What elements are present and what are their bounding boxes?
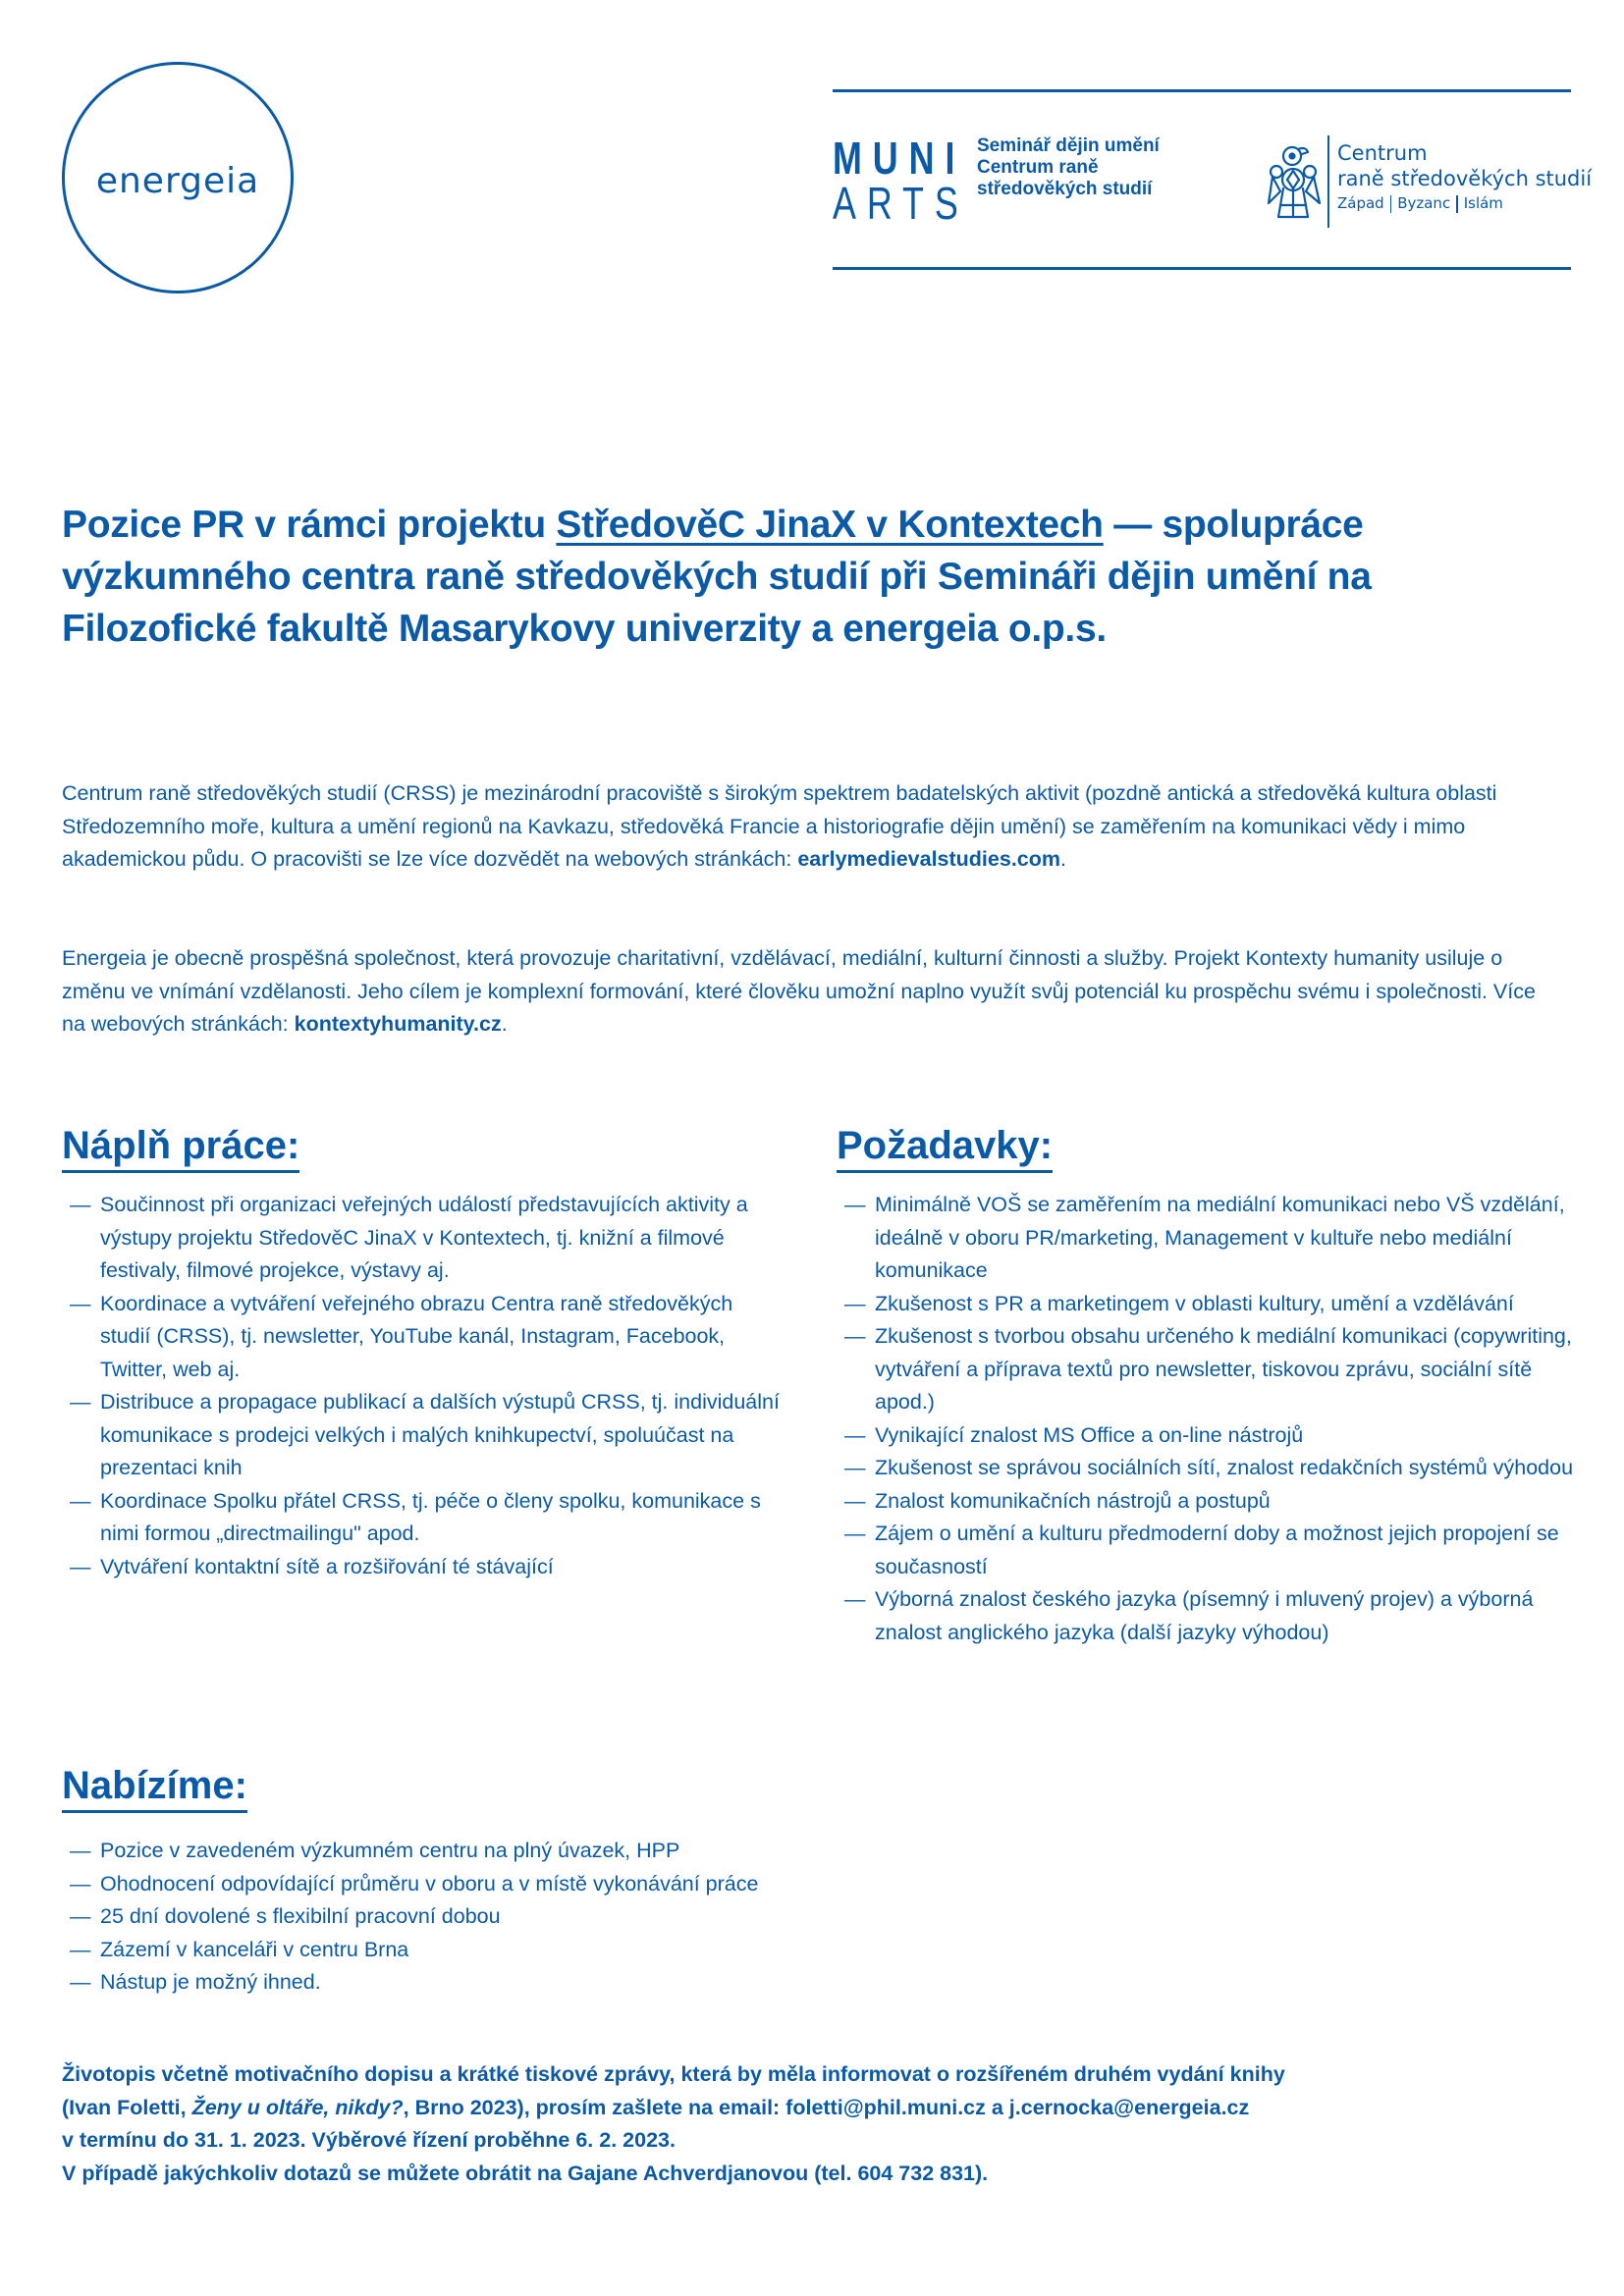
- list-item: [62, 1934, 1044, 1967]
- list-item-text: Výborná znalost českého jazyka (písemný i mluvený projev) a výborná znalost anglického jazyka (další jazyky výhodou): [875, 1587, 1534, 1644]
- intro-paragraph-crss: [62, 777, 1564, 877]
- intro-energeia-end: .: [501, 1012, 508, 1036]
- dash-bullet-icon: —: [70, 1291, 91, 1315]
- footer-line-1: Životopis včetně motivačního dopisu a krátké tiskové zprávy, která by měla informovat o rozšířeném druhém vydání knihy: [62, 2062, 1285, 2086]
- energeia-logo: [62, 62, 294, 294]
- list-item-text: Zkušenost s tvorbou obsahu určeného k mediální komunikaci (copywriting, vytváření a příprava textů pro newsletter, tiskovou zprávu, sociální sítě apod.): [875, 1324, 1572, 1414]
- dash-bullet-icon: —: [844, 1193, 866, 1216]
- list-item-text: Nástup je možný ihned.: [100, 1970, 321, 1994]
- list-item-text: Zájem o umění a kulturu předmoderní doby a možnost jejich propojení se současností: [875, 1522, 1559, 1578]
- footer-conjunction: a: [985, 2095, 1009, 2119]
- footer-author: (Ivan Foletti,: [62, 2095, 192, 2119]
- intro-energeia-text: Energeia je obecně prospěšná společnost, která provozuje charitativní, vzdělávací, mediální, kulturní činnosti a služby. Projekt Kontexty humanity usiluje o změnu ve vnímání vzdělanosti. Jeho cílem je komplexní formování, které člověku umožní naplno využít svůj potenciál ku prospěchu svému i společnosti. Více na webových stránkách:: [62, 946, 1536, 1036]
- crss-website-link[interactable]: earlymedievalstudies.com: [797, 847, 1061, 871]
- arts-wordmark: ARTS: [833, 178, 969, 229]
- footer-line-4: V případě jakýchkoliv dotazů se můžete obrátit na Gajane Achverdjanovou (tel. 604 732 831).: [62, 2161, 989, 2185]
- header-rule-top: [833, 89, 1571, 92]
- muni-line-2: Centrum raně: [977, 157, 1099, 178]
- list-item-text: Pozice v zavedeném výzkumném centru na plný úvazek, HPP: [100, 1839, 680, 1862]
- muni-line-1: Seminář dějin umění: [977, 135, 1160, 156]
- muni-arts-logo: [833, 133, 970, 229]
- muni-wordmark: MUNI: [833, 133, 966, 184]
- tag-separator: [1390, 195, 1392, 213]
- crss-tag-byzantium: Byzanc: [1397, 194, 1451, 212]
- list-item: [62, 1966, 1044, 2000]
- dash-bullet-icon: —: [844, 1522, 866, 1545]
- dash-bullet-icon: —: [844, 1587, 866, 1611]
- crss-tag-islam: Islám: [1463, 194, 1503, 212]
- list-item-text: Zkušenost se správou sociálních sítí, znalost redakčních systémů výhodou: [875, 1456, 1574, 1479]
- tag-separator: [1456, 195, 1458, 213]
- offer-list: [62, 1835, 1044, 2000]
- job-description-section: [62, 1122, 788, 1583]
- intro-crss-end: .: [1060, 847, 1066, 871]
- list-item: [837, 1419, 1583, 1453]
- crss-tag-west: Západ: [1337, 194, 1384, 212]
- list-item: [837, 1452, 1583, 1485]
- list-item: [62, 1900, 1044, 1934]
- list-item: [837, 1189, 1583, 1288]
- list-item-text: Koordinace Spolku přátel CRSS, tj. péče o členy spolku, komunikace s nimi formou „directmailingu" apod.: [100, 1488, 761, 1545]
- dash-bullet-icon: —: [70, 1839, 91, 1862]
- list-item: [62, 1189, 788, 1288]
- list-item-text: Znalost komunikačních nástrojů a postupů: [875, 1488, 1271, 1513]
- dash-bullet-icon: —: [844, 1488, 866, 1513]
- title-part-1: Pozice PR v rámci projektu: [62, 504, 557, 546]
- muni-line-3: středověkých studií: [977, 179, 1153, 199]
- list-item-text: Zkušenost s PR a marketingem v oblasti kultury, umění a vzdělávání: [875, 1291, 1514, 1315]
- dash-bullet-icon: —: [70, 1970, 91, 1994]
- list-item-text: Distribuce a propagace publikací a dalších výstupů CRSS, tj. individuální komunikace s prodejci velkých i malých knihkupectví, spoluúčast na prezentaci knih: [100, 1390, 780, 1479]
- list-item-text: Ohodnocení odpovídající průměru v oboru a v místě vykonávání práce: [100, 1871, 759, 1896]
- list-item: [837, 1518, 1583, 1583]
- dash-bullet-icon: —: [70, 1554, 91, 1578]
- requirements-heading: Požadavky:: [837, 1122, 1053, 1173]
- list-item-text: Zázemí v kanceláři v centru Brna: [100, 1937, 409, 1961]
- intro-crss-text: Centrum raně středověkých studií (CRSS) je mezinárodní pracoviště s širokým spektrem badatelských aktivit (pozdně antická a středověká kultura oblasti Středozemního moře, kultura a umění regionů na Kavkazu, středověká Francie a historiografie dějin umění) se zaměřením na komunikaci vědy i mimo akademickou půdu. O pracovišti se lze více dozvědět na webových stránkách:: [62, 781, 1497, 871]
- energeia-logo-text: energeia: [95, 160, 260, 201]
- job-description-heading: Náplň práce:: [62, 1122, 299, 1173]
- footer-line-2-mid: , Brno 2023), prosím zašlete na email:: [403, 2095, 786, 2119]
- list-item-text: Koordinace a vytváření veřejného obrazu Centra raně středověkých studií (CRSS), tj. newsletter, YouTube kanál, Instagram, Facebook, Twitter, web aj.: [100, 1291, 733, 1381]
- book-title: Ženy u oltáře, nikdy?: [191, 2095, 404, 2119]
- crss-logo-divider: [1327, 135, 1329, 228]
- crss-logo-tags: [1337, 191, 1592, 215]
- application-instructions: [62, 2058, 1594, 2190]
- list-item-text: Minimálně VOŠ se zaměřením na mediální komunikaci nebo VŠ vzdělání, ideálně v oboru PR/marketing, Management v kultuře nebo mediální komunikace: [875, 1193, 1565, 1282]
- list-item: [837, 1583, 1583, 1649]
- dash-bullet-icon: —: [844, 1324, 866, 1348]
- list-item-text: Vytváření kontaktní sítě a rozšiřování té stávající: [100, 1554, 554, 1578]
- title-part-2: — spolupráce výzkumného centra raně středověkých studií při Semináři dějin umění na Filozofické fakultě Masarykovy univerzity a energeia o.p.s.: [62, 504, 1372, 650]
- list-item-text: 25 dní dovolené s flexibilní pracovní dobou: [100, 1904, 501, 1928]
- list-item: [837, 1288, 1583, 1321]
- offer-heading: Nabízíme:: [62, 1762, 247, 1813]
- list-item-text: Součinnost při organizaci veřejných událostí představujících aktivity a výstupy projektu StředověC JinaX v Kontextech, tj. knižní a filmové festivaly, filmové projekce, výstavy aj.: [100, 1193, 748, 1282]
- header-rule-bottom: [833, 267, 1571, 270]
- dash-bullet-icon: —: [70, 1937, 91, 1961]
- dash-bullet-icon: —: [70, 1904, 91, 1928]
- energeia-website-link[interactable]: kontextyhumanity.cz: [294, 1012, 502, 1036]
- requirements-section: [837, 1122, 1583, 1649]
- intro-paragraph-energeia: [62, 942, 1564, 1041]
- dash-bullet-icon: —: [70, 1390, 91, 1414]
- dash-bullet-icon: —: [844, 1422, 866, 1447]
- footer-line-2: [62, 2092, 1594, 2125]
- dash-bullet-icon: —: [844, 1291, 866, 1315]
- muni-department-text: [977, 135, 1160, 200]
- list-item: [62, 1288, 788, 1387]
- list-item: [62, 1868, 1044, 1901]
- page-title: [62, 499, 1574, 655]
- list-item: [837, 1320, 1583, 1419]
- list-item: [62, 1386, 788, 1485]
- offer-section: [62, 1762, 1044, 2000]
- list-item-text: Vynikající znalost MS Office a on-line nástrojů: [875, 1422, 1304, 1447]
- list-item: [62, 1835, 1044, 1868]
- dash-bullet-icon: —: [844, 1456, 866, 1479]
- list-item: [62, 1485, 788, 1551]
- dash-bullet-icon: —: [70, 1488, 91, 1513]
- crss-bird-icon: [1267, 142, 1322, 221]
- requirements-list: [837, 1189, 1583, 1649]
- email-link-cernocka[interactable]: j.cernocka@energeia.cz: [1008, 2095, 1250, 2119]
- crss-logo-text: [1337, 140, 1592, 215]
- footer-line-3: v termínu do 31. 1. 2023. Výběrové řízení proběhne 6. 2. 2023.: [62, 2128, 676, 2152]
- dash-bullet-icon: —: [70, 1193, 91, 1216]
- project-name-link[interactable]: StředověC JinaX v Kontextech: [556, 504, 1104, 546]
- email-link-foletti[interactable]: foletti@phil.muni.cz: [785, 2095, 986, 2119]
- dash-bullet-icon: —: [70, 1871, 91, 1896]
- crss-logo-line-1: Centrum: [1337, 141, 1428, 165]
- crss-logo-line-2: raně středověkých studií: [1337, 167, 1593, 190]
- list-item: [837, 1485, 1583, 1519]
- list-item: [62, 1551, 788, 1584]
- job-description-list: [62, 1189, 788, 1583]
